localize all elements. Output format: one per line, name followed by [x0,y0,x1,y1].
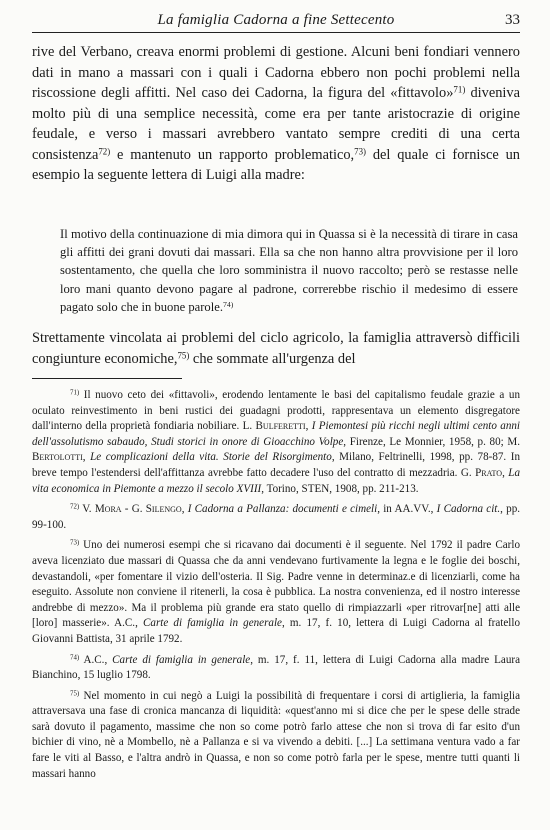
author-name: Bertolotti [32,451,83,464]
work-title: La vita economica in Piemonte a mezzo il secolo XVIII [32,466,521,495]
paragraph-text: del quale ci fornisce un esempio la seguente lettera di Luigi alla madre: [32,146,520,183]
footnote-ref: 72) [98,146,111,157]
author-name: Mora - G. Silengo [94,503,182,516]
quote-text: Il motivo della continuazione di mia dimora qui in Quassa si è la necessità di tirare in casa gli affitti dei grani dovuti dai massari. Ella sa che non hanno altra provvisione per il loro sostentamento, che quella che loro somministra il nuovo raccolto; però se restasse nelle loro mani quanto devono pagare al padrone, correrebbe rischio il medesimo di essere pagato solo che in buone parole. [60,227,518,314]
work-title: Le complicazioni della vita. Storie del Risorgimento [90,451,332,464]
footnote-74 [32,653,520,684]
paragraph-text: che sommate all'urgenza del [189,350,356,367]
footnote-text: , Firenze, Le Monnier, 1958, p. 80; M. [343,435,520,448]
footnote-number: 72) [70,503,80,511]
footnote-text: A.C., [79,653,113,666]
footnote-text: V. [79,503,95,516]
footnote-text: , [181,503,188,516]
footnote-71 [32,388,520,497]
footnote-number: 74) [70,654,80,662]
work-title: Carte di famiglia in generale [143,617,282,630]
footnote-text: , [305,420,312,433]
paragraph-text: e mantenuto un rapporto problematico, [110,146,355,163]
author-name: Bulferetti [255,420,306,433]
work-title: Carte di famiglia in generale [112,653,251,666]
footnote-text: , m. 17, f. 10, lettera di Luigi Cadorna al fratello Giovanni Battista, 31 aprile 1792. [32,617,520,645]
footnote-number: 71) [70,389,80,397]
footnote-72 [32,502,520,533]
body-paragraph-2 [32,328,520,369]
work-title: I Cadorna cit. [436,503,501,516]
work-title: I Piemontesi più ricchi negli ultimi cento anni dell'assolutismo sabaudo, Studi storici in onore di Gioacchino Volpe [32,420,520,448]
footnote-ref: 71) [453,84,466,95]
running-header [32,10,520,33]
footnote-text: Uno dei numerosi esempi che si ricavano dai documenti è il seguente. Nel 1792 il padre Carlo aveva licenziato due massari di Quassa che da anni vendevano furtivamente la legna e le foglie dei boschi, devastandoli, «per fomentare il vizio dell'osteria. Il Sig. Padre venne in determinaz.e di licenziarli, come ha eseguito. Assolute non conviene il ritenerli, la cosa è pubblica. La nostra convenienza, ed il nostro interesse andrebbe di mezzo». Ma il problema più grande era stato quello di rimpiazzarli «per ritrovar[ne] atti alle [loro] masserie». A.C., [32,539,520,630]
paragraph-text: Strettamente vincolata ai problemi del ciclo agricolo, la famiglia attraversò difficili congiunture economiche, [32,330,520,367]
footnote-ref: 75) [177,350,190,361]
footnote-text: , [502,466,509,479]
paragraph-text: diveniva molto più di una semplice necessità, come era per tante aristocrazie di origine feudale, e verso i massari avrebbero vantato sempre crediti di una certa consistenza [32,85,520,163]
footnote-text: , [82,451,91,464]
footnote-separator [32,378,182,379]
work-title: I Cadorna a Pallanza: documenti e cimeli [187,503,378,516]
paragraph-text: rive del Verbano, creava enormi problemi di gestione. Alcuni beni fondiari vennero dati in mano a massari con i quali i Cadorna ebbero non pochi problemi nella riscossione degli affitti. Nel caso dei Cadorna, la figura del «fittavolo» [32,44,520,101]
footnote-text: , Milano, Feltrinelli, 1998, pp. 78-87. In breve tempo l'estendersi dell'affittanza avrebbe fatto decadere l'uso del contratto di mezzadria. G. [32,451,521,479]
block-quote [60,225,518,316]
footnote-ref: 74) [222,299,234,309]
footnote-75 [32,689,520,783]
footnote-text: Il nuovo ceto dei «fittavoli», erodendo lentamente le basi del capitalismo feudale grazie a un oculato reinvestimento in beni rustici dei guadagni prodotti, rappresentava un elemento disgregatore dall'interno della proprietà fondiaria nobiliare. L. [32,389,520,433]
author-name: Prato [475,466,503,479]
page-number: 33 [505,12,520,28]
body-paragraph-1 [32,42,520,186]
footnote-text: , in AA.VV., [377,503,437,516]
footnote-text: Nel momento in cui negò a Luigi la possibilità di frequentare i corsi di artiglieria, la famiglia attraversava una fase di cronica mancanza di liquidità: «quest'anno mi si dice che per le spese delle strade sarà dovuto il pagamento, massime che non so come potrò farlo attese che non si trova di far esito d'un bichier di vino, nè a Mombello, nè a Pallanza e si va vivendo a debiti. [...] La settimana ventura vado a far fare le viti al Basso, e l'altra andrò in Quassa, e non so come potrò farla per le spese, mentre tutti quanti li massari hanno [32,689,520,780]
footnote-ref: 73) [354,146,367,157]
footnote-text: , pp. 99-100. [32,503,521,531]
footnote-73 [32,538,520,647]
footnote-text: , Torino, STEN, 1908, pp. 211-213. [261,482,419,495]
running-title: La famiglia Cadorna a fine Settecento [157,12,395,28]
footnotes [32,388,520,787]
footnote-text: , m. 17, f. 11, lettera di Luigi Cadorna alla madre Laura Bianchino, 15 luglio 1798. [32,653,520,682]
footnote-number: 73) [70,539,80,547]
footnote-number: 75) [70,690,80,698]
